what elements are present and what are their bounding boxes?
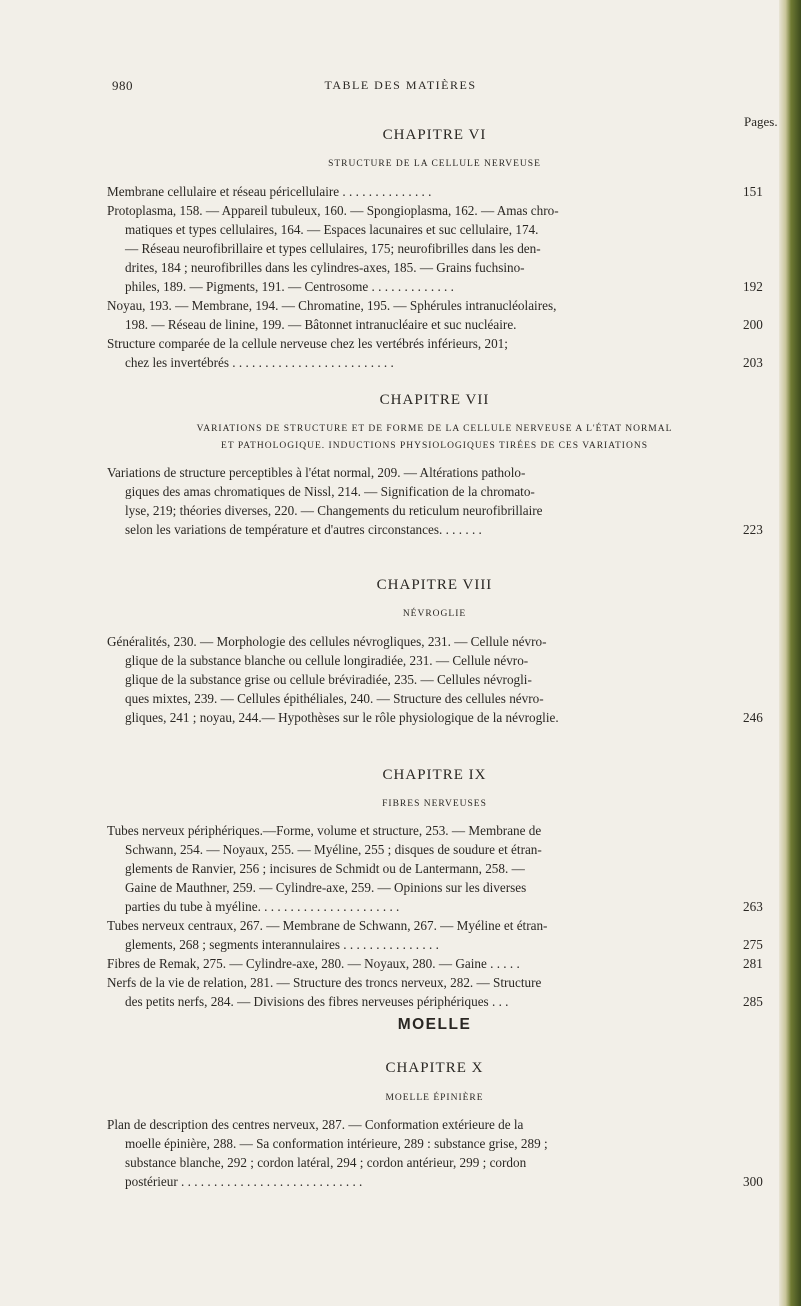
chapter-7-subtitle-1: VARIATIONS DE STRUCTURE ET DE FORME DE LA CELLULE NERVEUSE A L'ÉTAT NORMAL (196, 424, 673, 434)
page-ref: 246 (743, 710, 763, 725)
page-ref: 285 (743, 994, 763, 1009)
toc-line: 198. — Réseau de linine, 199. — Bâtonnet intranucléaire et suc nucléaire. 200 (125, 317, 763, 332)
page-ref: 300 (743, 1174, 763, 1189)
page-ref: 203 (743, 355, 763, 370)
toc-line: matiques et types cellulaires, 164. — Espaces lacunaires et suc cellulaire, 174. (125, 222, 539, 237)
toc-line: glements de Ranvier, 256 ; incisures de Schmidt ou de Lantermann, 258. — (125, 861, 525, 876)
chapter-9-title: CHAPITRE IX (382, 767, 487, 783)
chapter-8-entries (107, 632, 795, 727)
chapter-6-entries (107, 182, 795, 372)
toc-line: — Réseau neurofibrillaire et types cellulaires, 175; neurofibrilles dans les den- (125, 241, 541, 256)
toc-line: selon les variations de température et d'autres circonstances. . . . . . . 223 (125, 522, 763, 537)
chapter-6-subtitle: STRUCTURE DE LA CELLULE NERVEUSE (328, 159, 541, 169)
toc-line: substance blanche, 292 ; cordon latéral, 294 ; cordon antérieur, 299 ; cordon (125, 1155, 527, 1170)
toc-line: Tubes nerveux centraux, 267. — Membrane de Schwann, 267. — Myéline et étran- (107, 918, 548, 933)
page-ref: 200 (743, 317, 763, 332)
chapter-10-entries (107, 1115, 795, 1191)
page-ref: 281 (743, 956, 763, 971)
page-header (0, 78, 801, 98)
toc-line: Structure comparée de la cellule nerveuse chez les vertébrés inférieurs, 201; (107, 336, 508, 351)
toc-line: des petits nerfs, 284. — Divisions des fibres nerveuses périphériques . . . 285 (125, 994, 763, 1009)
toc-line: Généralités, 230. — Morphologie des cellules névrogliques, 231. — Cellule névro- (107, 634, 547, 649)
toc-line: drites, 184 ; neurofibrilles dans les cylindres-axes, 185. — Grains fuchsino- (125, 260, 525, 275)
chapter-10-title: CHAPITRE X (385, 1060, 484, 1076)
toc-line: Membrane cellulaire et réseau péricellulaire . . . . . . . . . . . . . . 151 (107, 184, 763, 199)
toc-line: Protoplasma, 158. — Appareil tubuleux, 160. — Spongioplasma, 162. — Amas chro- (107, 203, 559, 218)
toc-line: glique de la substance grise ou cellule bréviradiée, 235. — Cellules névrogli- (125, 672, 532, 687)
page-ref: 192 (743, 279, 763, 294)
toc-line: Variations de structure perceptibles à l'état normal, 209. — Altérations patholo- (107, 465, 526, 480)
chapter-6-title: CHAPITRE VI (382, 127, 487, 143)
toc-line: chez les invertébrés . . . . . . . . . . . . . . . . . . . . . . . . . 203 (125, 355, 763, 370)
toc-line: lyse, 219; théories diverses, 220. — Changements du reticulum neurofibrillaire (125, 503, 543, 518)
chapter-10-subtitle: MOELLE ÉPINIÈRE (385, 1093, 484, 1103)
chapter-7-title: CHAPITRE VII (379, 392, 490, 408)
page-ref: 151 (743, 184, 763, 199)
page-ref: 263 (743, 899, 763, 914)
page-ref: 223 (743, 522, 763, 537)
toc-line: philes, 189. — Pigments, 191. — Centrosome . . . . . . . . . . . . . 192 (125, 279, 763, 294)
page-ref: 275 (743, 937, 763, 952)
chapter-7-entries (107, 463, 795, 539)
toc-line: moelle épinière, 288. — Sa conformation intérieure, 289 : substance grise, 289 ; (125, 1136, 548, 1151)
toc-line: Tubes nerveux périphériques.—Forme, volume et structure, 253. — Membrane de (107, 823, 542, 838)
toc-line: glique de la substance blanche ou cellule longiradiée, 231. — Cellule névro- (125, 653, 529, 668)
toc-line: Fibres de Remak, 275. — Cylindre-axe, 280. — Noyaux, 280. — Gaine . . . . . 281 (107, 956, 763, 971)
chapter-7-subtitle-2: ET PATHOLOGIQUE. INDUCTIONS PHYSIOLOGIQUES TIRÉES DE CES VARIATIONS (221, 441, 648, 451)
toc-line: gliques, 241 ; noyau, 244.— Hypothèses sur le rôle physiologique de la névroglie. 246 (125, 710, 763, 725)
running-title: TABLE DES MATIÈRES (324, 78, 477, 92)
toc-line: Noyau, 193. — Membrane, 194. — Chromatine, 195. — Sphérules intranucléolaires, (107, 298, 557, 313)
book-spine-edge (779, 0, 801, 1306)
toc-line: Nerfs de la vie de relation, 281. — Structure des troncs nerveux, 282. — Structure (107, 975, 542, 990)
chapter-8-subtitle: NÉVROGLIE (402, 609, 467, 619)
chapter-9-subtitle: FIBRES NERVEUSES (382, 799, 487, 809)
toc-line: Schwann, 254. — Noyaux, 255. — Myéline, 255 ; disques de soudure et étran- (125, 842, 542, 857)
toc-line: giques des amas chromatiques de Nissl, 214. — Signification de la chromato- (125, 484, 535, 499)
chapter-9-entries (107, 821, 795, 1011)
toc-line: Plan de description des centres nerveux, 287. — Conformation extérieure de la (107, 1117, 524, 1132)
toc-line: Gaine de Mauthner, 259. — Cylindre-axe, 259. — Opinions sur les diverses (125, 880, 527, 895)
page-number: 980 (112, 78, 133, 93)
toc-line: glements, 268 ; segments interannulaires . . . . . . . . . . . . . . . 275 (125, 937, 763, 952)
toc-line: postérieur . . . . . . . . . . . . . . . . . . . . . . . . . . . . 300 (125, 1174, 763, 1189)
pages-column-label: Pages. (744, 114, 778, 129)
chapter-8-title: CHAPITRE VIII (376, 577, 493, 593)
part-title-moelle: MOELLE (397, 1016, 472, 1033)
toc-line: parties du tube à myéline. . . . . . . . . . . . . . . . . . . . . . 263 (125, 899, 763, 914)
toc-line: ques mixtes, 239. — Cellules épithéliales, 240. — Structure des cellules névro- (125, 691, 544, 706)
